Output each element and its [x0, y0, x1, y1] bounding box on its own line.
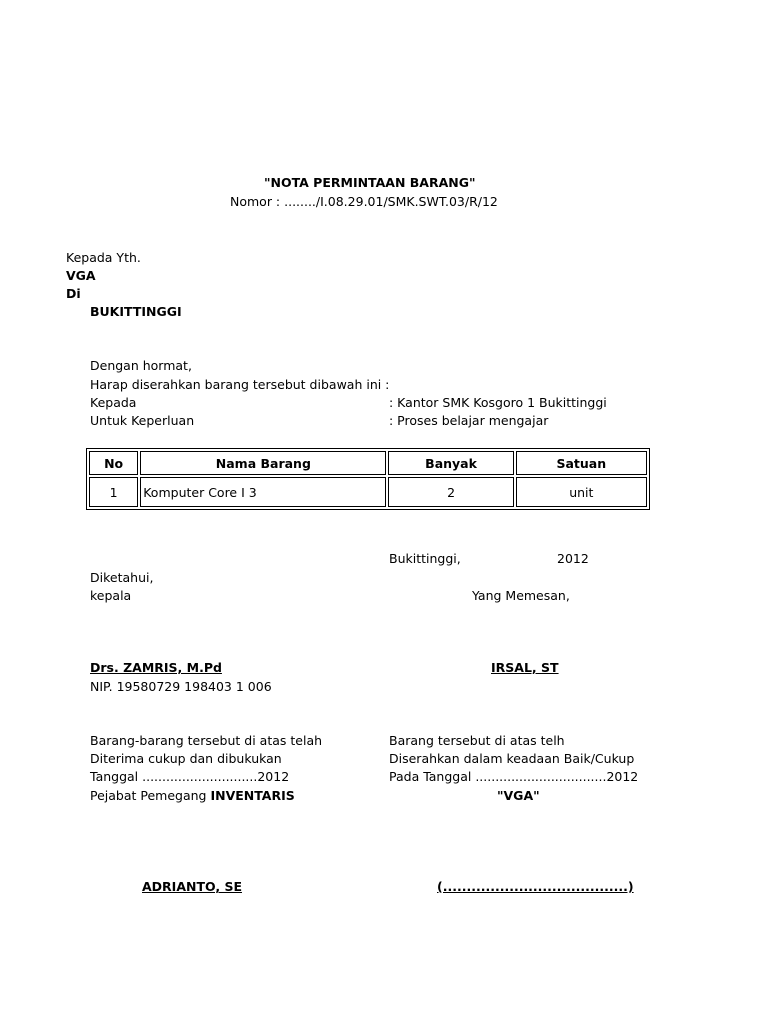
year-label: 2012 [557, 551, 589, 566]
receipt-left-line-1: Barang-barang tersebut di atas telah [90, 733, 323, 748]
kepada-value: : Kantor SMK Kosgoro 1 Bukittinggi [389, 395, 607, 410]
place-label: Bukittinggi, [389, 551, 461, 566]
receipt-right-line-2: Diserahkan dalam keadaan Baik/Cukup [389, 751, 635, 766]
cell-nama-barang: Komputer Core I 3 [140, 477, 386, 507]
recipient-line-3: Di [66, 286, 81, 301]
table-header-row [89, 451, 647, 475]
recipient-line-4: BUKITTINGGI [90, 304, 182, 319]
cell-no: 1 [89, 477, 138, 507]
intro-text: Harap diserahkan barang tersebut dibawah ini : [90, 377, 390, 392]
head-label: kepala [90, 588, 132, 603]
header-banyak: Banyak [388, 451, 513, 475]
receipt-left-line-4-prefix: Pejabat Pemegang [90, 788, 211, 803]
document-number: Nomor : ......../I.08.29.01/SMK.SWT.03/R/12 [230, 194, 498, 209]
document-title: "NOTA PERMINTAAN BARANG" [264, 175, 476, 190]
keperluan-value: : Proses belajar mengajar [389, 413, 549, 428]
head-nip: NIP. 19580729 198403 1 006 [90, 679, 272, 694]
keperluan-label: Untuk Keperluan [90, 413, 195, 428]
table-row [89, 477, 647, 507]
orderer-label: Yang Memesan, [472, 588, 570, 603]
head-name: Drs. ZAMRIS, M.Pd [90, 660, 222, 675]
receipt-left-line-4-bold: INVENTARIS [210, 788, 295, 803]
recipient-line-2: VGA [66, 268, 96, 283]
receipt-left-name: ADRIANTO, SE [142, 879, 242, 894]
recipient-line-1: Kepada Yth. [66, 250, 141, 265]
receipt-right-line-4: "VGA" [497, 788, 540, 803]
header-nama-barang: Nama Barang [140, 451, 386, 475]
orderer-name: IRSAL, ST [491, 660, 559, 675]
receipt-left-line-4 [90, 788, 295, 804]
greeting: Dengan hormat, [90, 358, 192, 373]
header-satuan: Satuan [516, 451, 647, 475]
receipt-left-line-2: Diterima cukup dan dibukukan [90, 751, 282, 766]
known-label: Diketahui, [90, 570, 154, 585]
header-no: No [89, 451, 138, 475]
cell-satuan: unit [516, 477, 647, 507]
cell-banyak: 2 [388, 477, 513, 507]
receipt-left-line-3: Tanggal .............................2012 [90, 769, 290, 784]
receipt-right-line-3: Pada Tanggal .................................2012 [389, 769, 639, 784]
kepada-label: Kepada [90, 395, 137, 410]
receipt-right-line-1: Barang tersebut di atas telh [389, 733, 565, 748]
receipt-right-name: (.......................................) [437, 879, 634, 894]
items-table [86, 448, 650, 510]
